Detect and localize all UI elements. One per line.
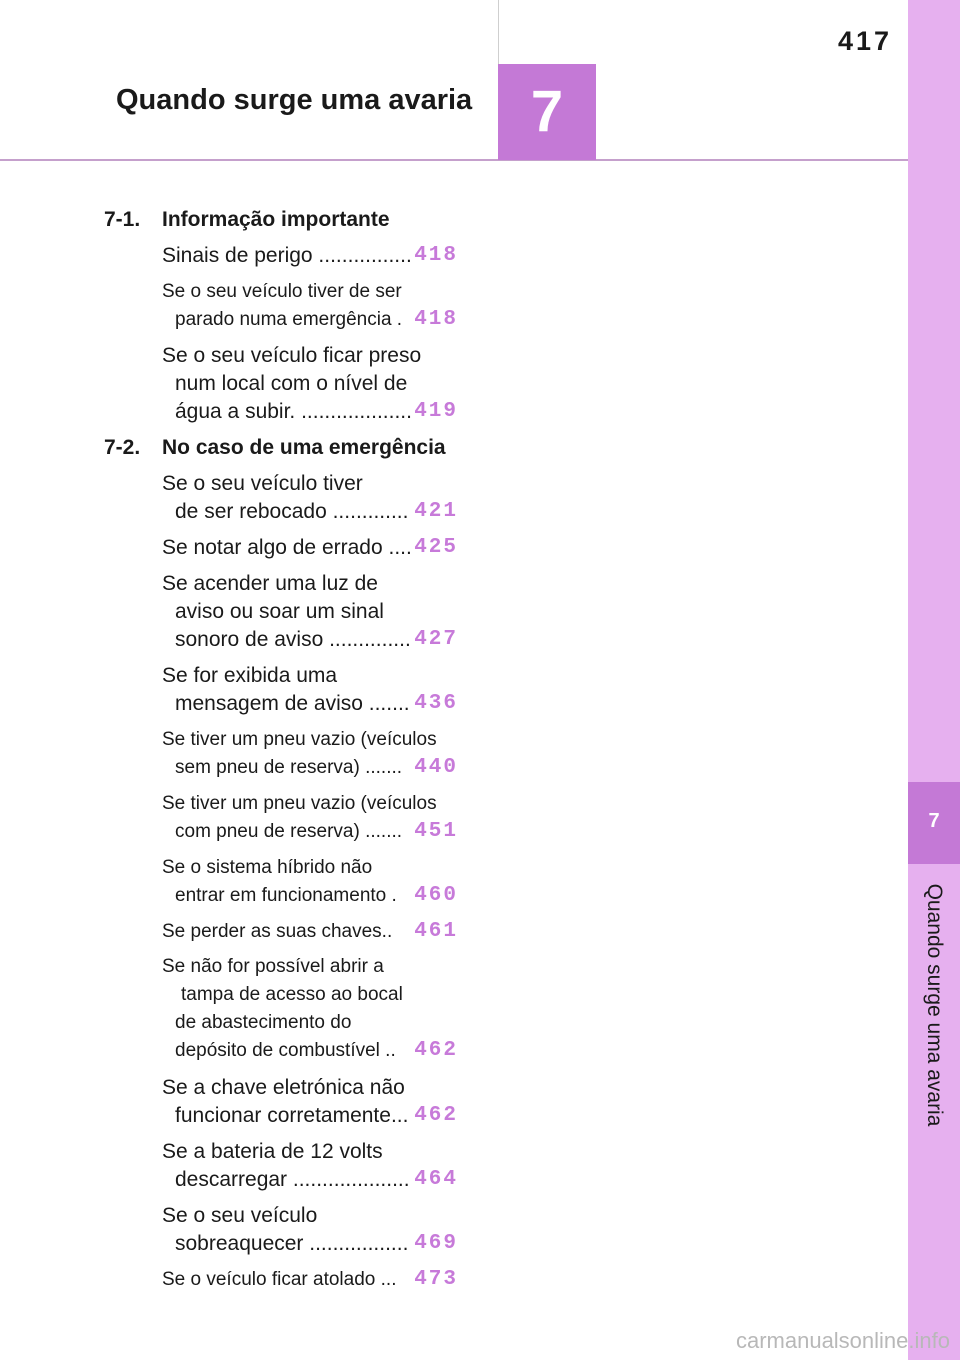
section-title: No caso de uma emergência	[162, 436, 446, 459]
section-number: 7-2.	[104, 436, 141, 459]
entry-text: água a subir. ...................	[175, 400, 412, 423]
entry-text: Se acender uma luz de	[162, 572, 378, 595]
entry-text: Se o seu veículo	[162, 1204, 318, 1227]
entry-text: Se não for possível abrir a	[162, 956, 384, 977]
entry-text: parado numa emergência .	[175, 309, 403, 330]
entry-text: Se o veículo ficar atolado ...	[162, 1269, 397, 1290]
toc-entry[interactable]	[162, 854, 458, 910]
entry-text: funcionar corretamente...	[175, 1104, 409, 1127]
entry-text: Sinais de perigo ................	[162, 244, 412, 267]
header-divider-horizontal	[0, 159, 908, 161]
entry-text: Se o seu veículo tiver	[162, 472, 363, 495]
entry-text: mensagem de aviso .......	[175, 692, 410, 715]
chapter-title: Quando surge uma avaria	[116, 84, 473, 116]
page-ref[interactable]: 425	[414, 536, 458, 559]
page-number: 417	[837, 26, 892, 56]
page-ref[interactable]: 436	[414, 692, 458, 715]
section-title: Informação importante	[162, 208, 390, 231]
entry-text: Se perder as suas chaves..	[162, 921, 393, 942]
page-ref[interactable]: 427	[414, 628, 458, 651]
toc-entry[interactable]	[162, 1266, 458, 1294]
entry-text: sonoro de aviso ..............	[175, 628, 411, 651]
chapter-number-box: 7	[498, 64, 596, 160]
entry-text: tampa de acesso ao bocal	[181, 984, 403, 1005]
toc-entry[interactable]	[162, 570, 458, 654]
toc-entry[interactable]	[162, 918, 458, 946]
entry-text: de abastecimento do	[175, 1012, 352, 1033]
entry-text: de ser rebocado .............	[175, 500, 409, 523]
entry-text: Se a chave eletrónica não	[162, 1076, 405, 1099]
entry-text: Se notar algo de errado ....	[162, 536, 412, 559]
entry-text: sem pneu de reserva) .......	[175, 757, 403, 778]
page-ref[interactable]: 418	[414, 244, 458, 267]
page-ref[interactable]: 464	[414, 1168, 458, 1191]
toc-entry[interactable]	[162, 342, 458, 426]
entry-text: Se tiver um pneu vazio (veículos	[162, 793, 437, 814]
entry-text: aviso ou soar um sinal	[175, 600, 384, 623]
page-ref[interactable]: 451	[414, 820, 458, 843]
page-ref[interactable]: 461	[414, 920, 458, 943]
entry-text: Se tiver um pneu vazio (veículos	[162, 729, 437, 750]
toc-entry[interactable]	[162, 662, 458, 718]
page-ref[interactable]: 421	[414, 500, 458, 523]
page-ref[interactable]: 473	[414, 1268, 458, 1291]
side-strip	[908, 0, 960, 1360]
entry-text: entrar em funcionamento .	[175, 885, 397, 906]
toc-entry[interactable]	[162, 726, 458, 782]
side-tab-number: 7	[928, 810, 940, 832]
toc-entry[interactable]	[162, 470, 458, 526]
toc-entry[interactable]	[162, 790, 458, 846]
section-number: 7-1.	[104, 208, 141, 231]
page-ref[interactable]: 462	[414, 1039, 458, 1062]
toc-entry[interactable]	[162, 953, 458, 1065]
entry-text: Se for exibida uma	[162, 664, 338, 687]
entry-text: Se o seu veículo tiver de ser	[162, 281, 402, 302]
toc-entry[interactable]	[162, 1074, 458, 1130]
page-ref[interactable]: 460	[414, 884, 458, 907]
entry-text: num local com o nível de	[175, 372, 408, 395]
entry-text: descarregar ....................	[175, 1168, 410, 1191]
watermark: carmanualsonline.info	[735, 1328, 950, 1353]
entry-text: Se a bateria de 12 volts	[162, 1140, 383, 1163]
toc-entry[interactable]	[162, 1138, 458, 1194]
entry-text: Se o seu veículo ficar preso	[162, 344, 422, 367]
toc-entry[interactable]	[162, 534, 458, 562]
page-ref[interactable]: 440	[414, 756, 458, 779]
entry-text: Se o sistema híbrido não	[162, 857, 373, 878]
toc-entry[interactable]	[162, 278, 458, 334]
toc-entry[interactable]	[162, 242, 458, 270]
entry-text: depósito de combustível ..	[175, 1040, 396, 1061]
page-ref[interactable]: 469	[414, 1232, 458, 1255]
toc-entry[interactable]	[162, 1202, 458, 1258]
page-ref[interactable]: 462	[414, 1104, 458, 1127]
page-ref[interactable]: 418	[414, 308, 458, 331]
entry-text: com pneu de reserva) .......	[175, 821, 403, 842]
entry-text: sobreaquecer .................	[175, 1232, 409, 1255]
page-ref[interactable]: 419	[414, 400, 458, 423]
side-tab-title: Quando surge uma avaria	[923, 883, 946, 1127]
